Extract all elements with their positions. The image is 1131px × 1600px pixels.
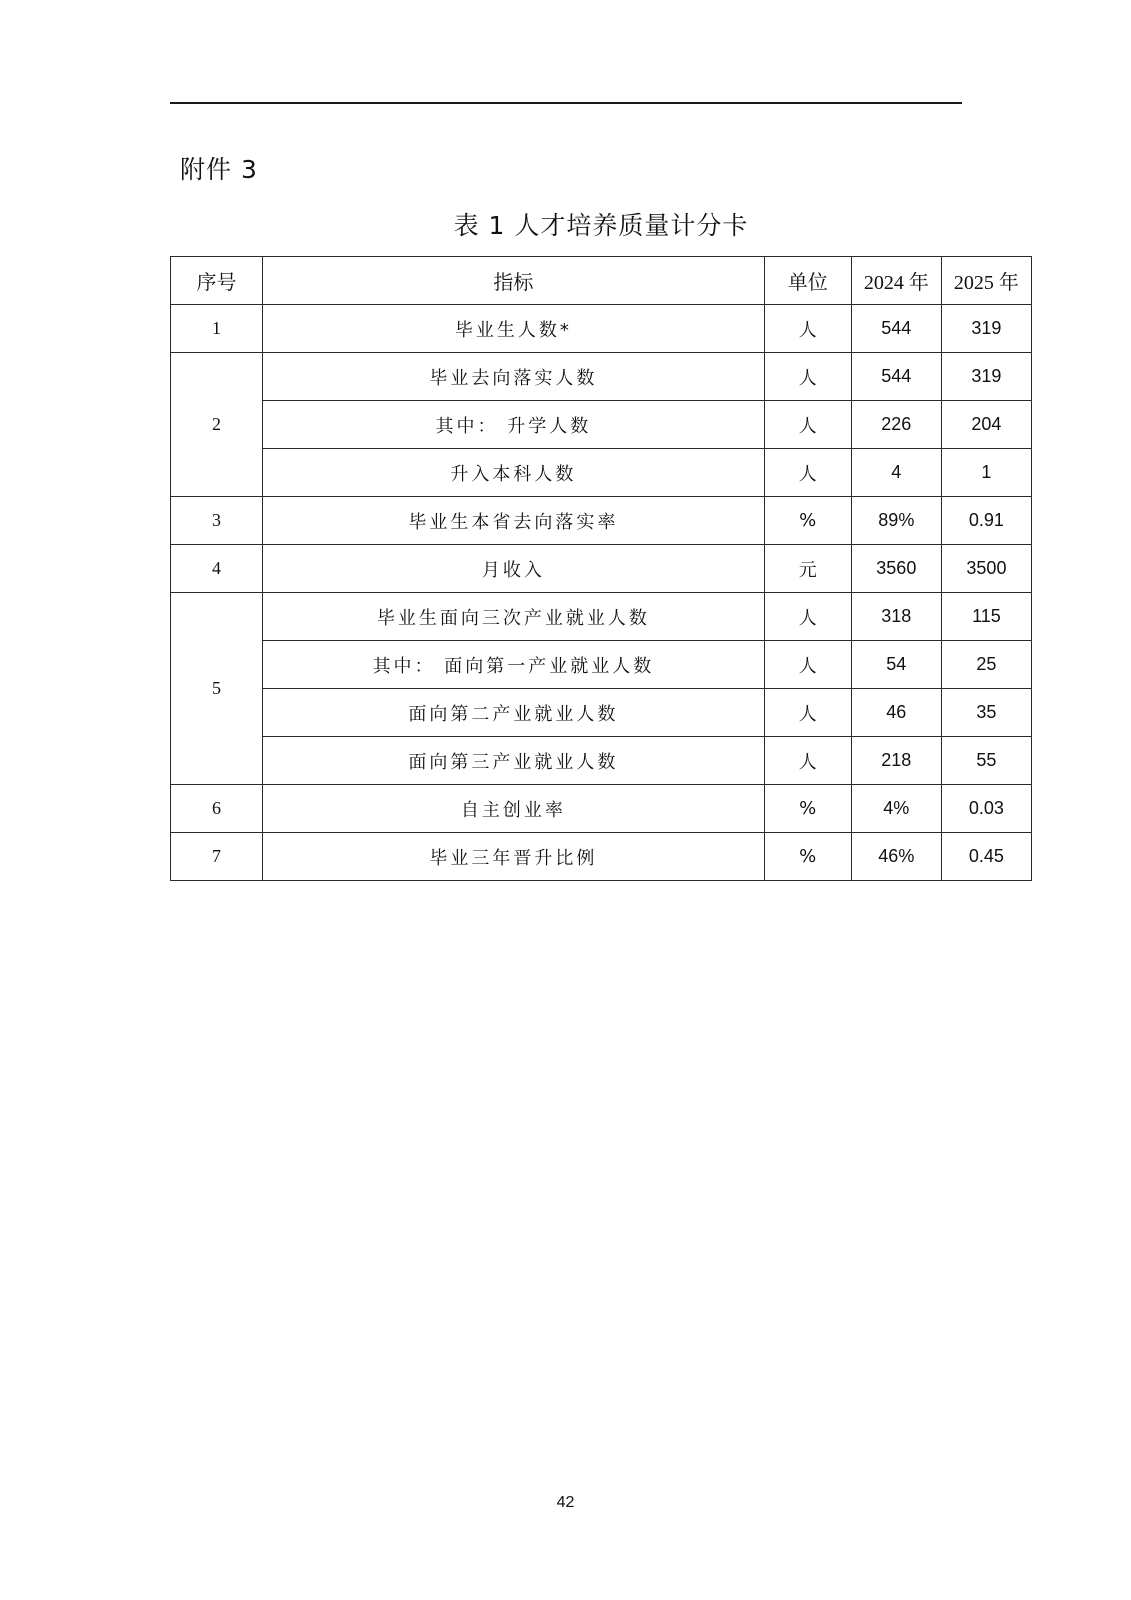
- table-row: [171, 737, 1032, 785]
- table-row: [171, 305, 1032, 353]
- row-value-2025: 25: [941, 641, 1031, 689]
- row-unit: %: [764, 785, 851, 833]
- row-indicator: 自主创业率: [263, 785, 765, 833]
- row-value-2024: 46%: [851, 833, 941, 881]
- table-row: [171, 641, 1032, 689]
- row-unit: %: [764, 497, 851, 545]
- header-year-2025: 2025 年: [941, 257, 1031, 305]
- header-rule: [170, 102, 962, 104]
- attachment-label: 附件 3: [180, 155, 258, 184]
- row-seq: 3: [171, 497, 263, 545]
- table-row: [171, 497, 1032, 545]
- row-unit: 人: [764, 401, 851, 449]
- row-value-2024: 4: [851, 449, 941, 497]
- table-row: [171, 449, 1032, 497]
- row-value-2025: 35: [941, 689, 1031, 737]
- row-unit: 人: [764, 689, 851, 737]
- row-seq: 6: [171, 785, 263, 833]
- row-value-2024: 54: [851, 641, 941, 689]
- score-card-table: [170, 256, 1032, 881]
- row-unit: 人: [764, 353, 851, 401]
- row-unit: 人: [764, 305, 851, 353]
- row-value-2024: 3560: [851, 545, 941, 593]
- row-unit: 元: [764, 545, 851, 593]
- row-indicator: 其中： 升学人数: [263, 401, 765, 449]
- row-seq: 7: [171, 833, 263, 881]
- row-indicator: 毕业去向落实人数: [263, 353, 765, 401]
- table-row: [171, 593, 1032, 641]
- table-title: 表 1 人才培养质量计分卡: [453, 211, 749, 240]
- row-unit: 人: [764, 737, 851, 785]
- table-row: [171, 545, 1032, 593]
- page-number: 42: [556, 1494, 575, 1511]
- table-row: [171, 689, 1032, 737]
- row-value-2024: 544: [851, 305, 941, 353]
- row-indicator: 升入本科人数: [263, 449, 765, 497]
- row-indicator: 其中： 面向第一产业就业人数: [263, 641, 765, 689]
- table-row: [171, 401, 1032, 449]
- row-indicator: 毕业生面向三次产业就业人数: [263, 593, 765, 641]
- row-indicator: 毕业生人数*: [263, 305, 765, 353]
- row-value-2025: 1: [941, 449, 1031, 497]
- row-value-2025: 0.91: [941, 497, 1031, 545]
- row-value-2024: 89%: [851, 497, 941, 545]
- row-value-2024: 544: [851, 353, 941, 401]
- row-value-2024: 218: [851, 737, 941, 785]
- row-seq: 5: [171, 593, 263, 785]
- table-row: [171, 353, 1032, 401]
- row-indicator: 面向第三产业就业人数: [263, 737, 765, 785]
- row-value-2024: 4%: [851, 785, 941, 833]
- row-indicator: 月收入: [263, 545, 765, 593]
- row-value-2024: 226: [851, 401, 941, 449]
- row-unit: 人: [764, 449, 851, 497]
- row-indicator: 面向第二产业就业人数: [263, 689, 765, 737]
- header-seq: 序号: [171, 257, 263, 305]
- table-header-row: [171, 257, 1032, 305]
- row-unit: 人: [764, 641, 851, 689]
- row-value-2025: 3500: [941, 545, 1031, 593]
- table-row: [171, 785, 1032, 833]
- row-seq: 1: [171, 305, 263, 353]
- row-value-2025: 204: [941, 401, 1031, 449]
- row-seq: 2: [171, 353, 263, 497]
- row-indicator: 毕业生本省去向落实率: [263, 497, 765, 545]
- row-value-2025: 0.03: [941, 785, 1031, 833]
- row-unit: %: [764, 833, 851, 881]
- row-indicator: 毕业三年晋升比例: [263, 833, 765, 881]
- row-value-2025: 319: [941, 353, 1031, 401]
- table-row: [171, 833, 1032, 881]
- header-unit: 单位: [764, 257, 851, 305]
- row-value-2025: 55: [941, 737, 1031, 785]
- row-seq: 4: [171, 545, 263, 593]
- row-value-2025: 0.45: [941, 833, 1031, 881]
- row-value-2024: 46: [851, 689, 941, 737]
- header-year-2024: 2024 年: [851, 257, 941, 305]
- row-value-2024: 318: [851, 593, 941, 641]
- header-indicator: 指标: [263, 257, 765, 305]
- row-value-2025: 115: [941, 593, 1031, 641]
- row-value-2025: 319: [941, 305, 1031, 353]
- row-unit: 人: [764, 593, 851, 641]
